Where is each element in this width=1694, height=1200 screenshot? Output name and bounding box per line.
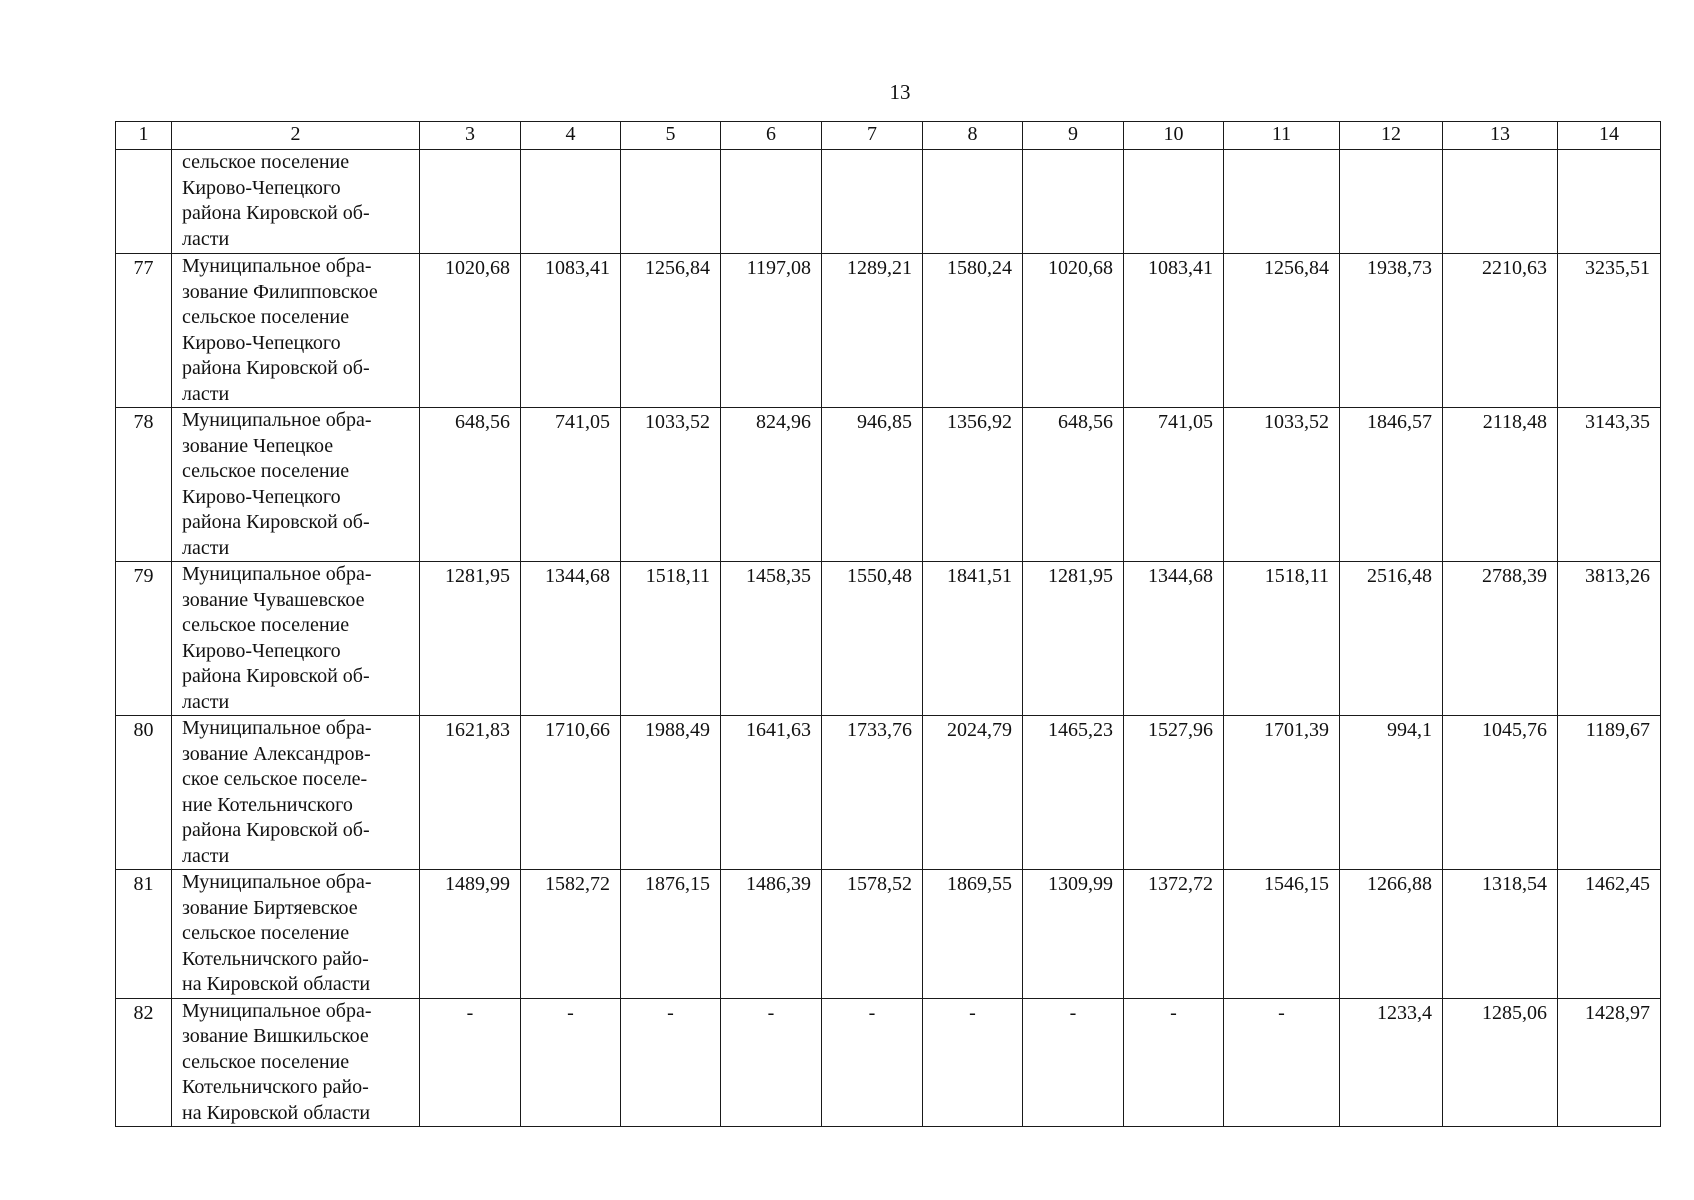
value-cell-col-12: 1846,57 — [1340, 408, 1443, 562]
row-number-cell: 81 — [116, 870, 172, 999]
municipality-name-line: ласти — [182, 690, 230, 713]
municipality-name-line: зование Филипповское — [182, 280, 378, 303]
value-cell-col-13: 1285,06 — [1443, 998, 1558, 1127]
value-cell-col-7: 1550,48 — [822, 562, 923, 716]
municipality-name-line: Кирово-Чепецкого — [182, 639, 341, 662]
value-cell-col-9: 1465,23 — [1023, 716, 1124, 870]
municipality-name-line: района Кировской об- — [182, 819, 370, 841]
municipality-name-line: сельское поселение — [182, 306, 350, 328]
value-cell-col-11 — [1224, 150, 1340, 254]
value-cell-col-6: - — [721, 998, 822, 1127]
municipality-name-line: Муниципальное обра- — [182, 717, 372, 739]
municipality-name-line: ское сельское поселе- — [182, 768, 368, 790]
municipality-name-line: сельское поселение — [182, 151, 350, 173]
value-cell-col-9: 1309,99 — [1023, 870, 1124, 999]
value-cell-col-8: 2024,79 — [923, 716, 1023, 870]
value-cell-col-4: 1083,41 — [521, 254, 621, 408]
table-body — [116, 150, 1661, 1127]
value-cell-col-8: 1841,51 — [923, 562, 1023, 716]
value-cell-col-8: - — [923, 998, 1023, 1127]
value-cell-col-3: 648,56 — [420, 408, 521, 562]
value-cell-col-10: 1527,96 — [1124, 716, 1224, 870]
municipality-name-line: зование Вишкильское — [182, 1025, 369, 1047]
table-row — [116, 150, 1661, 254]
value-cell-col-9: 1020,68 — [1023, 254, 1124, 408]
municipality-name-line: зование Александров- — [182, 742, 371, 765]
value-cell-col-9: 1281,95 — [1023, 562, 1124, 716]
municipality-name-line: Котельничского райо- — [182, 947, 369, 970]
column-header: 5 — [621, 122, 721, 150]
municipality-name-cell — [172, 150, 420, 254]
municipality-name-line: района Кировской об- — [182, 511, 370, 533]
value-cell-col-13: 2788,39 — [1443, 562, 1558, 716]
value-cell-col-14: 3235,51 — [1558, 254, 1661, 408]
value-cell-col-3: 1281,95 — [420, 562, 521, 716]
value-cell-col-3: 1489,99 — [420, 870, 521, 999]
municipality-name-line: на Кировской области — [182, 1101, 371, 1124]
municipality-name-line: ласти — [182, 382, 230, 405]
value-cell-col-5 — [621, 150, 721, 254]
value-cell-col-9: 648,56 — [1023, 408, 1124, 562]
municipality-name-line: сельское поселение — [182, 460, 350, 482]
value-cell-col-10: 1344,68 — [1124, 562, 1224, 716]
municipality-name-line: Муниципальное обра- — [182, 999, 372, 1022]
value-cell-col-12: 2516,48 — [1340, 562, 1443, 716]
municipality-name-line: района Кировской об- — [182, 665, 370, 687]
table-row — [116, 716, 1661, 870]
value-cell-col-7: 1289,21 — [822, 254, 923, 408]
value-cell-col-3: 1621,83 — [420, 716, 521, 870]
municipality-name-line: Муниципальное обра- — [182, 409, 372, 431]
value-cell-col-6: 1641,63 — [721, 716, 822, 870]
column-header: 13 — [1443, 122, 1558, 150]
municipality-name-line: Муниципальное обра- — [182, 563, 372, 585]
municipality-name-cell — [172, 870, 420, 999]
value-cell-col-4 — [521, 150, 621, 254]
value-cell-col-10: - — [1124, 998, 1224, 1127]
value-cell-col-14: 3813,26 — [1558, 562, 1661, 716]
value-cell-col-5: 1518,11 — [621, 562, 721, 716]
value-cell-col-7: 1733,76 — [822, 716, 923, 870]
value-cell-col-14 — [1558, 150, 1661, 254]
municipality-name-line: Котельничского райо- — [182, 1076, 369, 1098]
municipality-name-line: ласти — [182, 844, 230, 867]
municipality-name-line: ласти — [182, 536, 230, 559]
value-cell-col-7 — [822, 150, 923, 254]
municipality-name-line: сельское поселение — [182, 614, 350, 636]
value-cell-col-7: 946,85 — [822, 408, 923, 562]
column-header: 4 — [521, 122, 621, 150]
value-cell-col-5: 1033,52 — [621, 408, 721, 562]
table-row — [116, 562, 1661, 716]
value-cell-col-12: 1233,4 — [1340, 998, 1443, 1127]
municipality-name-line: на Кировской области — [182, 973, 371, 995]
value-cell-col-11: 1546,15 — [1224, 870, 1340, 999]
value-cell-col-3 — [420, 150, 521, 254]
column-number-row — [116, 122, 1661, 150]
municipality-name-line: Муниципальное обра- — [182, 255, 372, 277]
value-cell-col-11: - — [1224, 998, 1340, 1127]
value-cell-col-13: 1318,54 — [1443, 870, 1558, 999]
value-cell-col-11: 1033,52 — [1224, 408, 1340, 562]
value-cell-col-7: 1578,52 — [822, 870, 923, 999]
table-row — [116, 254, 1661, 408]
value-cell-col-4: 1582,72 — [521, 870, 621, 999]
value-cell-col-6: 1486,39 — [721, 870, 822, 999]
table-row — [116, 408, 1661, 562]
value-cell-col-12 — [1340, 150, 1443, 254]
column-header: 1 — [116, 122, 172, 150]
value-cell-col-10: 1083,41 — [1124, 254, 1224, 408]
value-cell-col-4: 741,05 — [521, 408, 621, 562]
value-cell-col-5: 1876,15 — [621, 870, 721, 999]
value-cell-col-6 — [721, 150, 822, 254]
column-header: 10 — [1124, 122, 1224, 150]
value-cell-col-3: - — [420, 998, 521, 1127]
value-cell-col-6: 824,96 — [721, 408, 822, 562]
municipality-name-line: сельское поселение — [182, 922, 350, 944]
data-table — [115, 121, 1661, 1127]
value-cell-col-5: 1988,49 — [621, 716, 721, 870]
column-header: 8 — [923, 122, 1023, 150]
value-cell-col-10: 741,05 — [1124, 408, 1224, 562]
municipality-name-line: Кирово-Чепецкого — [182, 331, 341, 354]
page-number: 13 — [889, 80, 911, 104]
table-row — [116, 870, 1661, 999]
column-header: 2 — [172, 122, 420, 150]
municipality-name-line: ласти — [182, 227, 230, 250]
value-cell-col-12: 1938,73 — [1340, 254, 1443, 408]
municipality-name-cell — [172, 716, 420, 870]
value-cell-col-14: 1189,67 — [1558, 716, 1661, 870]
value-cell-col-4: 1710,66 — [521, 716, 621, 870]
row-number-cell: 80 — [116, 716, 172, 870]
column-header: 3 — [420, 122, 521, 150]
value-cell-col-5: - — [621, 998, 721, 1127]
value-cell-col-12: 994,1 — [1340, 716, 1443, 870]
value-cell-col-9: - — [1023, 998, 1124, 1127]
value-cell-col-8: 1869,55 — [923, 870, 1023, 999]
column-header: 6 — [721, 122, 822, 150]
value-cell-col-14: 1462,45 — [1558, 870, 1661, 999]
value-cell-col-8: 1356,92 — [923, 408, 1023, 562]
row-number-cell: 79 — [116, 562, 172, 716]
municipality-name-line: зование Биртяевское — [182, 896, 358, 919]
municipality-name-line: района Кировской об- — [182, 357, 370, 379]
value-cell-col-4: - — [521, 998, 621, 1127]
value-cell-col-10 — [1124, 150, 1224, 254]
municipality-name-line: сельское поселение — [182, 1050, 350, 1073]
column-header: 12 — [1340, 122, 1443, 150]
value-cell-col-13: 2210,63 — [1443, 254, 1558, 408]
row-number-cell — [116, 150, 172, 254]
value-cell-col-14: 3143,35 — [1558, 408, 1661, 562]
value-cell-col-11: 1701,39 — [1224, 716, 1340, 870]
municipality-name-line: зование Чепецкое — [182, 434, 334, 457]
value-cell-col-8 — [923, 150, 1023, 254]
value-cell-col-7: - — [822, 998, 923, 1127]
value-cell-col-13 — [1443, 150, 1558, 254]
value-cell-col-10: 1372,72 — [1124, 870, 1224, 999]
value-cell-col-14: 1428,97 — [1558, 998, 1661, 1127]
municipality-name-cell — [172, 998, 420, 1127]
municipality-name-cell — [172, 408, 420, 562]
value-cell-col-13: 2118,48 — [1443, 408, 1558, 562]
value-cell-col-3: 1020,68 — [420, 254, 521, 408]
municipality-name-line: зование Чувашевское — [182, 588, 365, 611]
value-cell-col-12: 1266,88 — [1340, 870, 1443, 999]
municipality-name-line: района Кировской об- — [182, 202, 370, 224]
value-cell-col-13: 1045,76 — [1443, 716, 1558, 870]
value-cell-col-9 — [1023, 150, 1124, 254]
table-row — [116, 998, 1661, 1127]
municipality-name-line: Кирово-Чепецкого — [182, 176, 341, 199]
value-cell-col-4: 1344,68 — [521, 562, 621, 716]
municipality-name-cell — [172, 562, 420, 716]
municipality-name-line: Кирово-Чепецкого — [182, 485, 341, 508]
value-cell-col-8: 1580,24 — [923, 254, 1023, 408]
value-cell-col-11: 1518,11 — [1224, 562, 1340, 716]
value-cell-col-6: 1197,08 — [721, 254, 822, 408]
value-cell-col-5: 1256,84 — [621, 254, 721, 408]
column-header: 14 — [1558, 122, 1661, 150]
column-header: 11 — [1224, 122, 1340, 150]
municipality-name-line: Муниципальное обра- — [182, 871, 372, 893]
row-number-cell: 78 — [116, 408, 172, 562]
column-header: 9 — [1023, 122, 1124, 150]
value-cell-col-6: 1458,35 — [721, 562, 822, 716]
row-number-cell: 77 — [116, 254, 172, 408]
column-header: 7 — [822, 122, 923, 150]
municipality-name-cell — [172, 254, 420, 408]
value-cell-col-11: 1256,84 — [1224, 254, 1340, 408]
municipality-name-line: ние Котельничского — [182, 793, 353, 816]
row-number-cell: 82 — [116, 998, 172, 1127]
